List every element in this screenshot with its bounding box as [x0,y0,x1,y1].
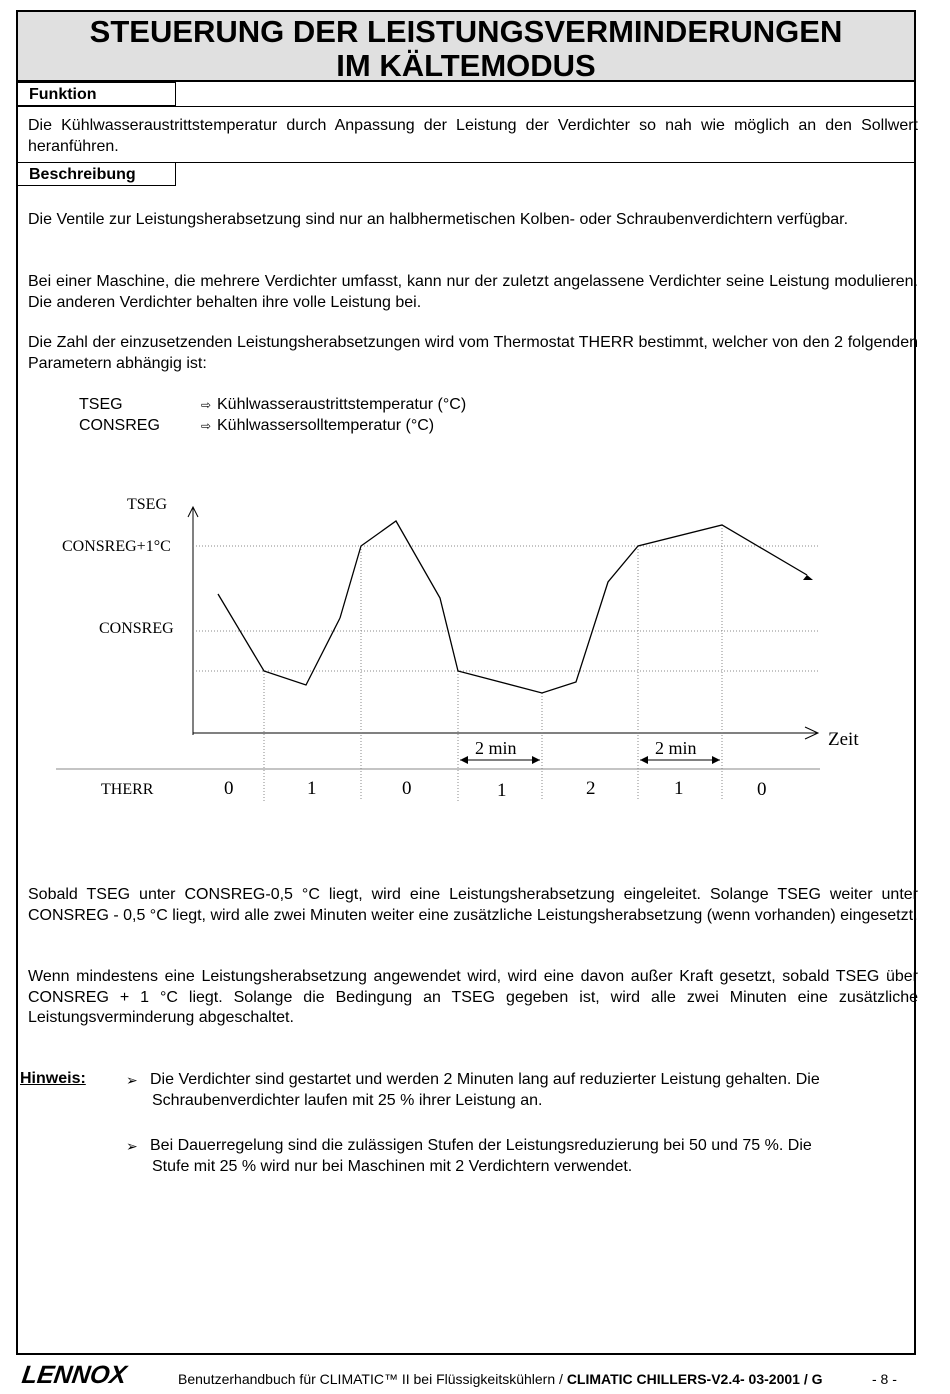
therr-value: 0 [224,778,234,799]
y-axis-label: TSEG [127,496,167,513]
page-number: - 8 - [872,1371,897,1387]
tseg-curve-arrowhead [803,575,813,580]
param-name-tseg: TSEG [79,396,123,413]
bullet-arrow-icon: ➢ [126,1138,138,1154]
paragraph-5: Wenn mindestens eine Leistungsherabsetzung angewendet wird, wird eine davon außer Kraft gesetzt, sobald TSEG über CONSREG + 1 °C liegt. Solange die Bedingung an TSEG gegeben ist, wird alle zwei Minuten eine zusätzliche Leistungsverminderung abgeschaltet. [28,968,918,1026]
tseg-curve-segment [218,594,340,685]
footer-text-normal: Benutzerhandbuch für CLIMATIC™ II bei Flüssigkeitskühlern / [178,1371,567,1387]
therr-value: 1 [674,778,684,799]
hint-bullet-1-line-2: Schraubenverdichter laufen mit 25 % ihrer Leistung an. [152,1091,543,1109]
therr-value: 0 [757,779,767,800]
therr-value: 1 [497,780,507,801]
hint-label: Hinweis: [20,1070,86,1087]
right-arrow-icon: ⇨ [201,398,212,412]
tseg-curve-segment [340,521,807,693]
interval-arrowhead [532,756,540,764]
title-line-1: STEUERUNG DER LEISTUNGSVERMINDERUNGEN [89,14,843,49]
divider [18,106,914,107]
param-desc-text: Kühlwasseraustrittstemperatur (°C) [217,396,467,413]
level-label-consreg: CONSREG [99,620,174,637]
right-arrow-icon: ⇨ [201,419,212,433]
paragraph-1: Die Ventile zur Leistungsherabsetzung sind nur an halbhermetischen Kolben- oder Schraubenverdichtern verfügbar. [28,211,849,228]
footer-text [178,1371,823,1387]
title-line-2: IM KÄLTEMODUS [336,48,596,83]
bullet-arrow-icon: ➢ [126,1072,138,1088]
hint-bullet-1 [126,1070,919,1111]
hint-bullet-2 [126,1136,919,1177]
interval-arrowhead [460,756,468,764]
param-desc-consreg [201,416,434,437]
level-label-consreg-plus-1: CONSREG+1°C [62,538,171,555]
footer-text-bold: CLIMATIC CHILLERS-V2.4- 03-2001 / G [566,1371,823,1387]
section-label-beschreibung: Beschreibung [18,162,176,186]
page-title [18,12,914,82]
regulation-diagram [40,485,859,815]
therr-value: 1 [307,778,317,799]
funktion-text: Die Kühlwasseraustrittstemperatur durch Anpassung der Leistung der Verdichter so nah wie möglich an den Sollwert heranführen. [28,117,918,155]
interval-label-1: 2 min [475,738,517,758]
param-desc-text: Kühlwassersolltemperatur (°C) [217,417,435,434]
hint-bullet-2-line-2: Stufe mit 25 % wird nur bei Maschinen mit 2 Verdichtern verwendet. [152,1157,633,1175]
param-desc-tseg [201,395,466,416]
section-label-funktion: Funktion [18,82,176,106]
therr-row-label: THERR [101,781,154,798]
therr-value: 2 [586,778,596,799]
interval-arrowhead [712,756,720,764]
paragraph-3: Die Zahl der einzusetzenden Leistungsherabsetzungen wird vom Thermostat THERR bestimmt, welcher von den 2 folgenden Parametern abhängig ist: [28,334,918,372]
therr-value: 0 [402,778,412,799]
x-axis-label: Zeit [828,729,859,750]
interval-arrowhead [640,756,648,764]
lennox-logo: LENNOX [20,1361,129,1389]
paragraph-2: Bei einer Maschine, die mehrere Verdichter umfasst, kann nur der zuletzt angelassene Verdichter seine Leistung modulieren. Die anderen Verdichter behalten ihre volle Leistung bei. [28,273,918,311]
hint-bullet-2-line-1: Bei Dauerregelung sind die zulässigen Stufen der Leistungsreduzierung bei 50 und 75 %. Die [150,1137,812,1154]
hint-bullet-1-line-1: Die Verdichter sind gestartet und werden 2 Minuten lang auf reduzierter Leistung gehalten. Die [150,1071,820,1088]
paragraph-4: Sobald TSEG unter CONSREG-0,5 °C liegt, wird eine Leistungsherabsetzung eingeleitet. Solange TSEG weiter unter CONSREG - 0,5 °C liegt, wird alle zwei Minuten weiter eine zusätzliche Leistungsherabsetzung (wenn vorhanden) eingesetzt. [28,886,918,924]
interval-label-2: 2 min [655,738,697,758]
param-name-consreg: CONSREG [79,417,160,434]
